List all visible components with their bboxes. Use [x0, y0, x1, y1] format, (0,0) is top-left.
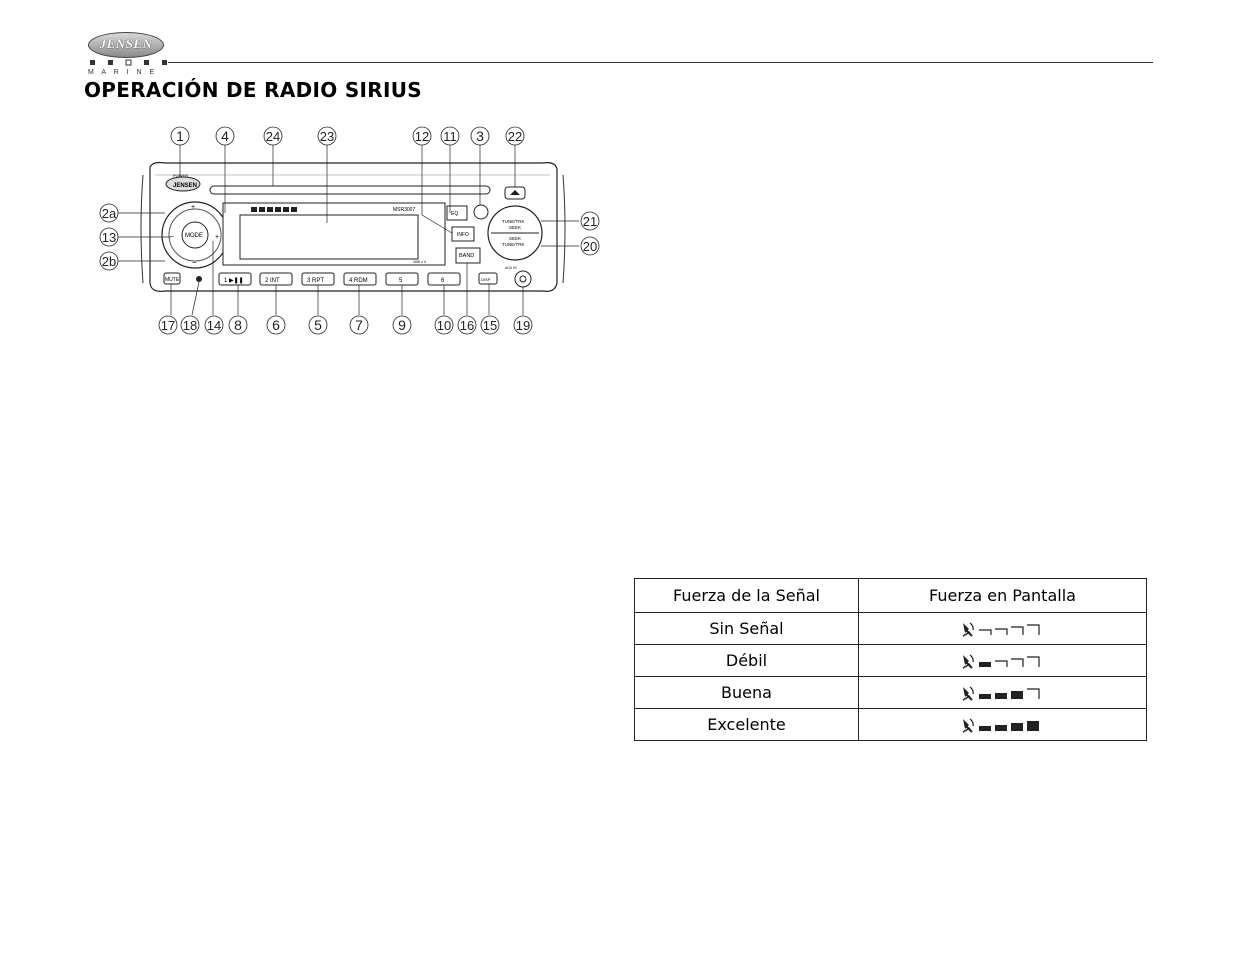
eq-label: EQ — [451, 211, 459, 217]
svg-text:6: 6 — [441, 278, 445, 284]
bar-filled — [1027, 721, 1039, 731]
satellite-icon — [963, 623, 973, 636]
mode-label: MODE — [185, 233, 203, 239]
signal-label: Débil — [635, 645, 859, 677]
table-header-row — [635, 579, 1147, 613]
callout-label-top-3: 23 — [319, 129, 335, 144]
unit-logo-text: JENSEN — [173, 183, 198, 189]
signal-label: Sin Señal — [635, 613, 859, 645]
callout-label-top-6: 3 — [476, 128, 484, 144]
svg-text:+: + — [191, 204, 196, 211]
disp-label: DISP — [481, 277, 491, 282]
callout-label-bottom-10: 15 — [482, 318, 498, 333]
tune-down-label: TUNE/TRK — [502, 242, 525, 247]
bar-filled — [1011, 723, 1023, 731]
callout-label-top-2: 24 — [265, 129, 281, 144]
callout-label-top-1: 4 — [221, 128, 229, 144]
callout-label-bottom-2: 14 — [206, 318, 222, 333]
info-label: INFO — [457, 232, 469, 238]
satellite-icon — [963, 719, 973, 732]
tune-up-label: TUNE/TRK — [502, 219, 525, 224]
callout-label-bottom-0: 17 — [160, 318, 176, 333]
callout-label-bottom-11: 19 — [515, 318, 531, 333]
signal-bars-icon — [960, 716, 1046, 734]
bar-filled — [979, 726, 991, 731]
bar-filled — [995, 693, 1007, 699]
cd-slot — [210, 186, 490, 194]
bar-filled — [995, 725, 1007, 731]
seek-down-label: SEEK — [509, 236, 522, 241]
header-rule — [168, 62, 1153, 63]
callout-label-bottom-5: 5 — [314, 317, 322, 333]
svg-text:−: − — [170, 234, 175, 241]
header-display-strength: Fuerza en Pantalla — [859, 579, 1147, 613]
signal-display-cell — [859, 613, 1147, 645]
signal-display-cell — [859, 677, 1147, 709]
satellite-icon — [963, 687, 973, 700]
table-row — [635, 645, 1147, 677]
watts-label: 40W x 4 — [413, 260, 426, 264]
small-round-button — [474, 205, 488, 219]
header-signal-strength: Fuerza de la Señal — [635, 579, 859, 613]
satellite-icon — [963, 655, 973, 668]
callout-label-left-1: 13 — [101, 230, 117, 245]
callout-label-top-5: 11 — [443, 129, 457, 144]
bar-empty — [1027, 625, 1039, 635]
callout-label-left-0: 2a — [101, 206, 117, 221]
callout-label-bottom-7: 9 — [398, 317, 406, 333]
svg-text:+: + — [215, 234, 220, 241]
callout-label-top-0: 1 — [176, 128, 184, 144]
signal-label: Buena — [635, 677, 859, 709]
logo-brand: JENSEN — [99, 36, 153, 51]
signal-display-cell — [859, 645, 1147, 677]
callout-label-right-0: 21 — [582, 214, 598, 229]
logo-marine: M A R I N E — [88, 69, 158, 76]
page-title: OPERACIÓN DE RADIO SIRIUS — [84, 78, 422, 102]
logo-squares — [88, 59, 168, 67]
callout-label-right-1: 20 — [582, 239, 598, 254]
svg-text:3 RPT: 3 RPT — [307, 278, 325, 284]
callout-label-bottom-6: 7 — [355, 317, 363, 333]
bar-empty — [1027, 657, 1039, 667]
callout-label-top-4: 12 — [414, 129, 430, 144]
bar-filled — [979, 694, 991, 699]
signal-label: Excelente — [635, 709, 859, 741]
signal-bars-icon — [960, 652, 1046, 670]
signal-display-cell — [859, 709, 1147, 741]
radio-faceplate-diagram — [95, 123, 610, 343]
svg-text:1 ▶❚❚: 1 ▶❚❚ — [224, 278, 244, 284]
callout-label-bottom-4: 6 — [272, 317, 280, 333]
callout-label-bottom-8: 10 — [436, 318, 452, 333]
band-label: BAND — [459, 253, 475, 259]
signal-bars-icon — [960, 620, 1046, 638]
callout-label-bottom-1: 18 — [182, 318, 198, 333]
bar-empty — [995, 629, 1007, 635]
lcd-display — [240, 215, 418, 259]
callout-label-left-2: 2b — [101, 254, 117, 269]
svg-text:2 INT: 2 INT — [265, 278, 280, 284]
aux-label: AUX IN — [505, 266, 517, 270]
callout-label-bottom-3: 8 — [234, 317, 242, 333]
svg-text:5: 5 — [399, 278, 403, 284]
table-row — [635, 709, 1147, 741]
bar-filled — [1011, 691, 1023, 699]
bar-empty — [1011, 659, 1023, 667]
bar-filled — [979, 662, 991, 667]
bar-empty — [1027, 689, 1039, 699]
mute-label: MUTE — [165, 277, 180, 283]
table-row — [635, 677, 1147, 709]
seek-up-label: SEEK — [509, 225, 522, 230]
callout-label-bottom-9: 16 — [459, 318, 475, 333]
jensen-logo — [88, 32, 166, 76]
callout-label-top-7: 22 — [507, 129, 523, 144]
signal-bars-icon — [960, 684, 1046, 702]
bar-empty — [995, 661, 1007, 667]
bar-empty — [1011, 627, 1023, 635]
ir-sensor — [196, 276, 202, 282]
signal-strength-table — [634, 578, 1147, 741]
svg-text:−: − — [192, 258, 197, 267]
bar-empty — [979, 630, 991, 635]
model-label: MSR3007 — [393, 207, 416, 213]
svg-text:4 RDM: 4 RDM — [349, 278, 368, 284]
table-row — [635, 613, 1147, 645]
power-label: POWER — [173, 173, 189, 178]
